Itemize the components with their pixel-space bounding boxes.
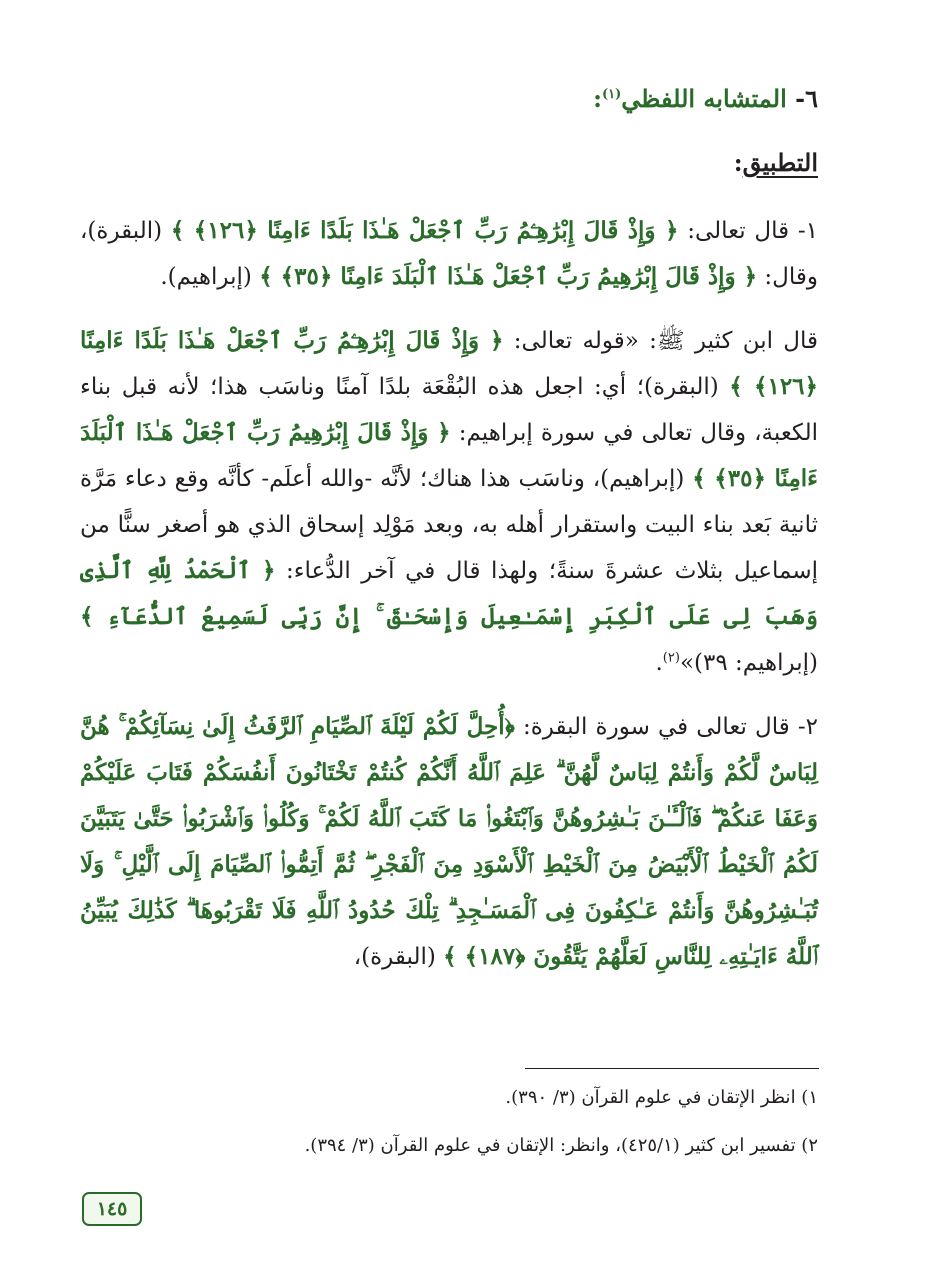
text: (إبراهيم)، وناسَب هذا هناك؛ لأنَّه -والله أعلَم- كأنَّه وقع دعاء مَرَّة ثانية بَعد بناء البيت واستقرار أهله به، وبعد مَوْلِد إسحاق الذي هو أصغر سنًّا من إسماعيل بثلاث عشرةَ سنةً؛ ولهذا قال في آخر الدُّعاء:: [80, 466, 818, 584]
item-number: ٢-: [797, 714, 819, 740]
section-heading: [80, 76, 818, 122]
page-number: ١٤٥: [82, 1192, 142, 1226]
quran-verse: ﴿ وَإِذْ قَالَ إِبْرَٰهِـۧمُ رَبِّ ٱجْعَلْ هَـٰذَا بَلَدًا ءَامِنًا ﴿١٢٦﴾ ﴾: [170, 217, 679, 244]
text: (البقرة)، وقال:: [80, 218, 818, 290]
footnote-ref-1[interactable]: (١): [602, 87, 622, 102]
text: (إبراهيم).: [160, 264, 252, 290]
paragraph-2: [80, 318, 818, 686]
heading-title: المتشابه اللفظي: [621, 84, 787, 113]
text: (إبراهيم: ٣٩)»: [679, 650, 818, 676]
subheading-text: التطبيق: [742, 148, 818, 177]
footnote-2: ٢) تفسير ابن كثير (٤٢٥/١)، وانظر: الإتقان في علوم القرآن (٣/ ٣٩٤).: [304, 1135, 818, 1156]
paragraph-3: [80, 704, 818, 980]
quran-verse: أُحِلَّ لَكُمْ لَيْلَةَ ٱلصِّيَامِ ٱلرَّفَثُ إِلَىٰ نِسَآئِكُمْ ۚ هُنَّ لِبَاسٌ لَّكُمْ وَأَنتُمْ لِبَاسٌ لَّهُنَّ ۗ عَلِمَ ٱللَّهُ أَنَّكُمْ كُنتُمْ تَخْتَانُونَ أَنفُسَكُمْ فَتَابَ عَلَيْكُمْ وَعَفَا عَنكُمْ ۖ فَٱلْـَٔـٰنَ بَـٰشِرُوهُنَّ وَٱبْتَغُوا۟ مَا كَتَبَ ٱللَّهُ لَكُمْ ۚ وَكُلُوا۟ وَٱشْرَبُوا۟ حَتَّىٰ يَتَبَيَّنَ لَكُمُ ٱلْخَيْطُ ٱلْأَبْيَضُ مِنَ ٱلْخَيْطِ ٱلْأَسْوَدِ مِنَ ٱلْفَجْرِ ۖ ثُمَّ أَتِمُّوا۟ ٱلصِّيَامَ إِلَى ٱلَّيْلِ ۚ وَلَا تُبَـٰشِرُوهُنَّ وَأَنتُمْ عَـٰكِفُونَ فِى ٱلْمَسَـٰجِدِ ۗ تِلْكَ حُدُودُ ٱللَّهِ فَلَا تَقْرَبُوهَا ۗ كَذَٰلِكَ يُبَيِّنُ ٱللَّهُ ءَايَـٰتِهِۦ لِلنَّاسِ لَعَلَّهُمْ يَتَّقُونَ ﴿١٨٧﴾ ﴾: [80, 713, 818, 970]
footnote-divider: [525, 1068, 819, 1069]
verse-open-bracket: ﴿: [504, 713, 515, 740]
quran-verse: ﴿ وَإِذْ قَالَ إِبْرَٰهِيمُ رَبِّ ٱجْعَلْ هَـٰذَا ٱلْبَلَدَ ءَامِنًا ﴿٣٥﴾ ﴾: [80, 419, 818, 492]
footnote-1: ١) انظر الإتقان في علوم القرآن (٣/ ٣٩٠).: [505, 1087, 818, 1108]
text: .: [655, 650, 663, 676]
text: (البقرة)؛ أي: اجعل هذه البُقْعَة بلدًا آمنًا وناسَب هذا؛ لأنه قبل بناء الكعبة، وقال تعالى في سورة إبراهيم:: [80, 374, 819, 446]
footnote-ref-2[interactable]: (٢): [662, 650, 680, 666]
item-number: ١-: [797, 218, 819, 244]
quran-verse: ﴿ وَإِذْ قَالَ إِبْرَٰهِـۧمُ رَبِّ ٱجْعَلْ هَـٰذَا بَلَدًا ءَامِنًا ﴿١٢٦﴾ ﴾: [80, 327, 819, 400]
main-content: [80, 76, 818, 998]
text: قال ابن كثير ﷺ: «قوله تعالى:: [513, 328, 818, 354]
quran-verse: ﴿ ٱلْحَمْدُ لِلَّهِ ٱلَّذِى وَهَبَ لِى عَلَى ٱلْكِبَرِ إِسْمَـٰعِيلَ وَإِسْحَـٰقَ ۚ إِنَّ رَبِّى لَسَمِيعُ ٱلدُّعَآءِ ﴾: [80, 557, 818, 630]
heading-number: ٦-: [795, 84, 818, 113]
subheading-colon: :: [733, 148, 743, 177]
footnotes: [80, 1086, 818, 1182]
quran-verse: ﴿ وَإِذْ قَالَ إِبْرَٰهِيمُ رَبِّ ٱجْعَلْ هَـٰذَا ٱلْبَلَدَ ءَامِنًا ﴿٣٥﴾ ﴾: [259, 263, 758, 290]
text: قال تعالى في سورة البقرة:: [522, 714, 790, 740]
paragraph-1: [80, 208, 818, 300]
text: (البقرة)،: [353, 944, 436, 970]
heading-colon: :: [593, 84, 602, 113]
subheading: [80, 140, 818, 186]
text: قال تعالى:: [687, 218, 790, 244]
